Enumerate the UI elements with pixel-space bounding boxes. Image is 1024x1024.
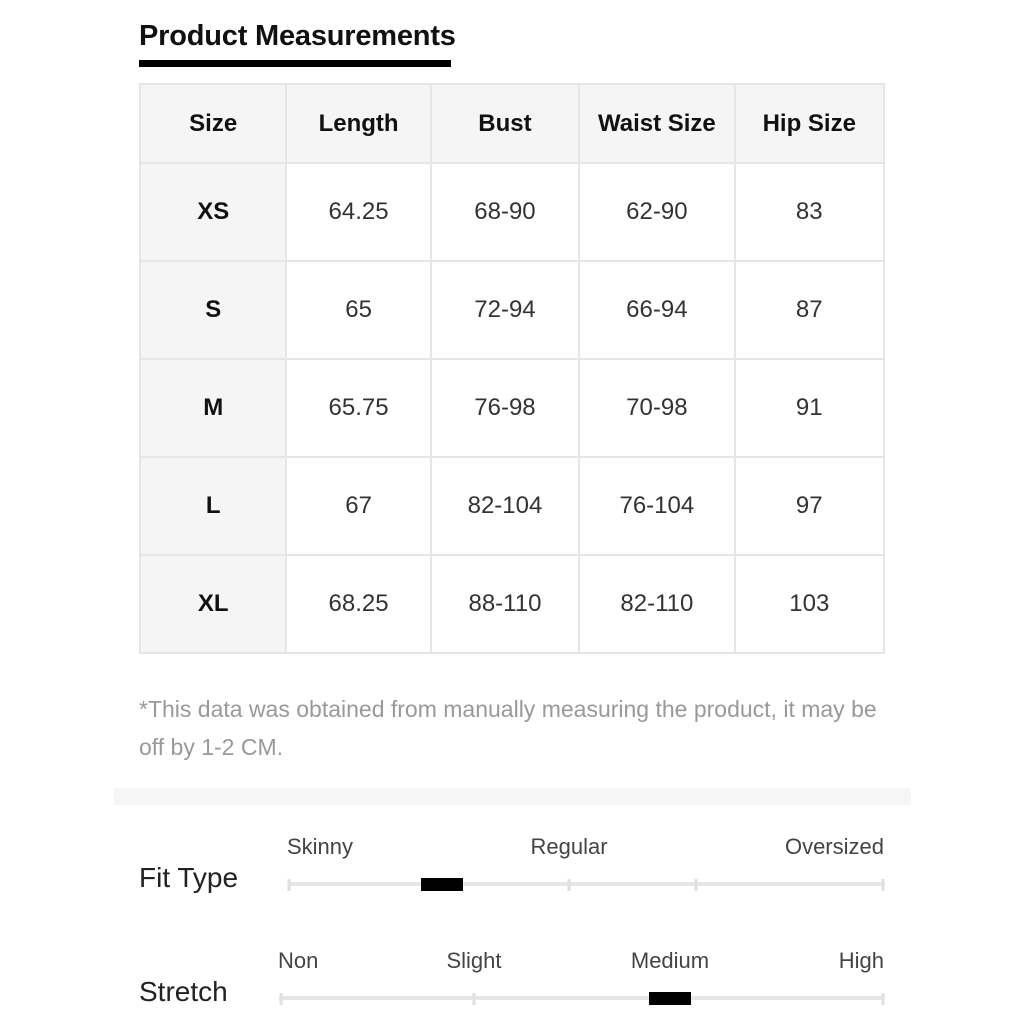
fit-tick-mark <box>695 879 698 891</box>
waist-cell: 70-98 <box>579 359 734 457</box>
bust-cell: 88-110 <box>431 555 579 653</box>
fit-tick-mark <box>568 879 571 891</box>
stretch-tick-mark <box>280 993 283 1005</box>
table-row <box>140 359 884 457</box>
waist-cell: 66-94 <box>579 261 734 359</box>
table-header-row <box>140 84 884 163</box>
fit-tick-oversized: Oversized <box>784 834 884 859</box>
fit-tick-skinny: Skinny <box>287 834 354 859</box>
length-cell: 68.25 <box>286 555 430 653</box>
bust-cell: 72-94 <box>431 261 579 359</box>
stretch-label: Stretch <box>139 976 228 1007</box>
fit-tick-mark <box>882 879 885 891</box>
section-title: Product Measurements <box>139 20 456 52</box>
bust-cell: 76-98 <box>431 359 579 457</box>
stretch-tick-mark <box>473 993 476 1005</box>
length-cell: 64.25 <box>286 163 430 261</box>
hip-cell: 91 <box>735 359 884 457</box>
size-cell: L <box>140 457 286 555</box>
stretch-tick-medium: Medium <box>630 948 710 973</box>
size-cell: S <box>140 261 286 359</box>
section-divider <box>114 788 911 805</box>
stretch-marker <box>649 992 691 1005</box>
bust-cell: 68-90 <box>431 163 579 261</box>
bust-cell: 82-104 <box>431 457 579 555</box>
stretch-tick-high: High <box>838 948 884 973</box>
measurement-note: *This data was obtained from manually measuring the product, it may be off by 1-2 CM. <box>139 696 877 760</box>
table-row <box>140 261 884 359</box>
fit-tick-regular: Regular <box>530 834 608 859</box>
header-length: Length <box>286 84 430 163</box>
table-row <box>140 163 884 261</box>
header-bust: Bust <box>431 84 579 163</box>
stretch-tick-mark <box>882 993 885 1005</box>
hip-cell: 97 <box>735 457 884 555</box>
waist-cell: 76-104 <box>579 457 734 555</box>
waist-cell: 62-90 <box>579 163 734 261</box>
header-hip-size: Hip Size <box>735 84 884 163</box>
measurements-table <box>139 83 885 654</box>
fit-type-label: Fit Type <box>139 862 239 893</box>
stretch-tick-slight: Slight <box>446 948 502 973</box>
table-row <box>140 555 884 653</box>
measurements-table-container <box>139 83 885 654</box>
hip-cell: 83 <box>735 163 884 261</box>
hip-cell: 87 <box>735 261 884 359</box>
length-cell: 65.75 <box>286 359 430 457</box>
stretch-tick-non: Non <box>278 948 319 973</box>
length-cell: 65 <box>286 261 430 359</box>
hip-cell: 103 <box>735 555 884 653</box>
size-cell: M <box>140 359 286 457</box>
size-cell: XS <box>140 163 286 261</box>
fit-type-track <box>288 882 885 886</box>
size-cell: XL <box>140 555 286 653</box>
title-underline <box>139 60 451 67</box>
header-size: Size <box>140 84 286 163</box>
table-row <box>140 457 884 555</box>
length-cell: 67 <box>286 457 430 555</box>
fit-tick-mark <box>288 879 291 891</box>
fit-type-marker <box>421 878 463 891</box>
header-waist-size: Waist Size <box>579 84 734 163</box>
stretch-track <box>279 996 885 1000</box>
waist-cell: 82-110 <box>579 555 734 653</box>
